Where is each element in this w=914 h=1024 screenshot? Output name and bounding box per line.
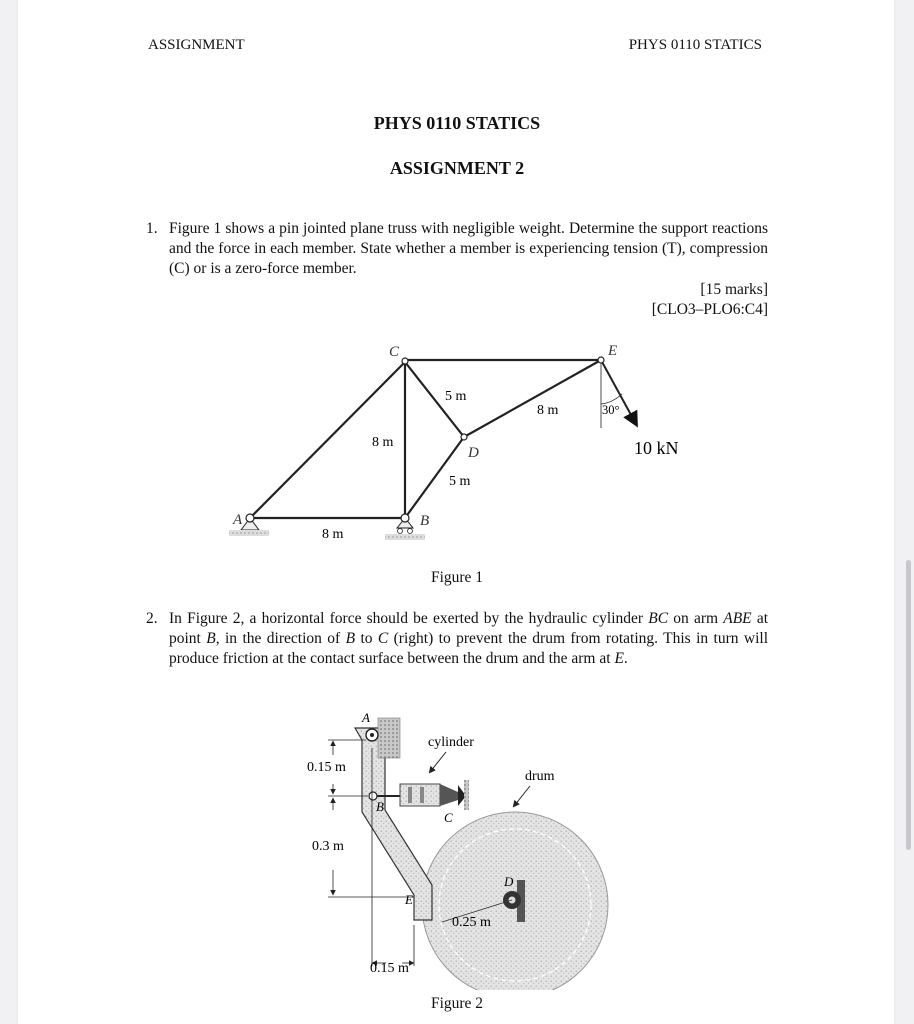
course-title: PHYS 0110 STATICS [373,113,541,133]
angle-label: 30° [602,403,620,417]
fig2-label-a: A [362,710,370,725]
fig2-label-b: B [376,799,384,814]
pin-e [598,357,604,363]
cylinder-pointer [430,752,446,772]
load-label: 10 kN [634,438,679,458]
assignment-title: ASSIGNMENT 2 [389,158,525,178]
fig2-dim-radius: 0.25 m [452,915,491,930]
question-2 [146,609,768,669]
fig2-label-drum: drum [525,769,555,784]
header-right: PHYS 0110 STATICS [628,37,762,53]
header-left: ASSIGNMENT [148,37,245,53]
dim-db: 5 m [449,474,471,489]
figure-1-caption: Figure 1 [430,569,484,586]
label-b: B [420,513,430,529]
label-c: C [389,344,400,360]
question-1-clo: [CLO3–PLO6:C4] [651,301,768,318]
question-1 [146,219,768,279]
dim-cb: 8 m [372,435,394,450]
fig2-dim-top: 0.15 m [307,760,346,775]
dim-de: 8 m [537,403,559,418]
figure-2-caption: Figure 2 [430,995,484,1012]
question-1-marks: [15 marks] [700,281,768,298]
fig2-label-d: D [504,874,514,889]
fig2-label-c: C [444,810,453,825]
label-a: A [233,512,243,528]
wall-a [378,718,400,758]
dim-cd: 5 m [445,389,467,404]
dim-ab: 8 m [322,527,344,542]
question-1-number: 1. [146,220,158,237]
figure-2-drum-brake [0,700,914,990]
fig2-label-e: E [405,892,413,907]
pin-c [402,358,408,364]
question-2-text: In Figure 2, a horizontal force should be exerted by the hydraulic cylinder BC on arm ABE at point B, in the direction of B to C (right) to prevent the drum from rotating. This in turn will produce friction at the contact surface between the drum and the arm at E. [169,610,769,667]
label-d: D [468,445,479,461]
drum-pointer [514,786,530,806]
question-1-text: Figure 1 shows a pin jointed plane truss with negligible weight. Determine the support reactions and the force in each member. State whether a member is experiencing tension (T), compression (C) or is a zero-force member. [169,220,768,277]
truss-members [250,360,622,518]
cylinder-bc [377,780,469,810]
fig2-label-cylinder: cylinder [428,735,474,750]
fig2-dim-mid: 0.3 m [312,839,344,854]
question-2-number: 2. [146,610,158,627]
fig2-dim-bottom: 0.15 m [370,961,409,976]
member-de [464,360,601,437]
pin-d [461,434,467,440]
label-e: E [608,343,618,359]
figure-1-truss [0,330,914,560]
